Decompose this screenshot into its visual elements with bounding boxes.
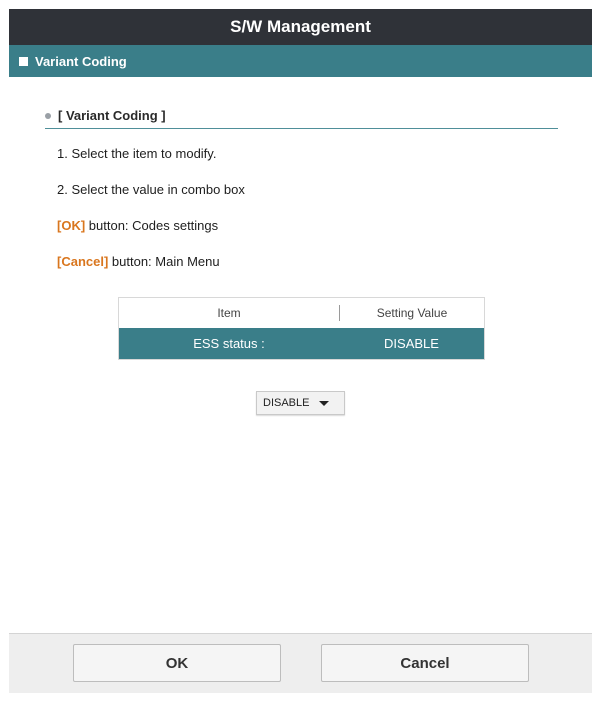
value-combo-box[interactable]	[256, 391, 345, 415]
instruction-step1: 1. Select the item to modify.	[57, 146, 217, 161]
ok-description: button: Codes settings	[85, 218, 219, 233]
instruction-ok	[57, 218, 218, 233]
combo-selected-value: DISABLE	[263, 397, 310, 409]
ok-button[interactable]: OK	[73, 644, 281, 682]
variant-table	[118, 297, 485, 360]
column-header-item: Item	[217, 306, 241, 320]
section-title: [ Variant Coding ]	[58, 108, 166, 123]
subheader-bar	[9, 45, 592, 77]
cancel-button[interactable]: Cancel	[321, 644, 529, 682]
row-setting-value: DISABLE	[384, 336, 439, 351]
table-row[interactable]	[119, 328, 484, 359]
square-bullet-icon	[19, 57, 28, 66]
window-title: S/W Management	[230, 17, 371, 36]
title-bar	[9, 9, 592, 45]
instruction-cancel	[57, 254, 220, 269]
column-header-setting-value: Setting Value	[376, 306, 448, 320]
subheader-label: Variant Coding	[35, 53, 127, 69]
dropdown-arrow-icon	[319, 401, 329, 406]
instruction-step2: 2. Select the value in combo box	[57, 182, 245, 197]
row-item: ESS status :	[193, 336, 265, 351]
table-header	[119, 298, 484, 328]
dot-bullet-icon	[45, 113, 51, 119]
cancel-tag: [Cancel]	[57, 254, 109, 269]
ok-tag: [OK]	[57, 218, 86, 233]
section-header	[45, 108, 558, 129]
app-window	[9, 9, 592, 692]
cancel-description: button: Main Menu	[108, 254, 220, 269]
footer-bar	[9, 633, 592, 693]
